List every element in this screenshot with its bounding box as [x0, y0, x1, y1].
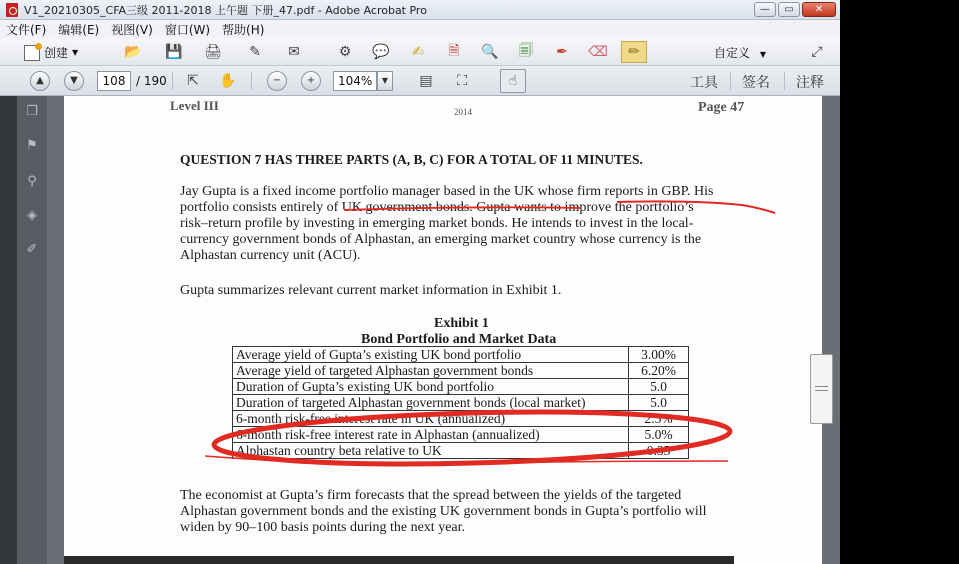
paragraph-line: risk–return profile by investing in emerging market bonds. He intends to invest in the local-	[180, 216, 694, 231]
page-header-level: Level III	[170, 98, 219, 113]
open-folder-icon[interactable]: 📂	[124, 44, 142, 60]
summary-paragraph: Gupta summarizes relevant current market information in Exhibit 1.	[180, 283, 562, 298]
paragraph-line: widen by 90–100 basis points during the next year.	[180, 520, 466, 535]
edit-document-icon[interactable]: ✎	[249, 44, 261, 60]
intro-paragraph	[180, 184, 820, 264]
table-row	[233, 443, 689, 459]
paragraph-line: currency government bonds of Alphastan, an emerging market country whose currency is the	[180, 232, 702, 247]
save-icon[interactable]: 💾	[165, 44, 183, 60]
window-title: V1_20210305_CFA三级 2011-2018 上午题 下册_47.pdf - Adobe Acrobat Pro	[24, 3, 427, 17]
paragraph-line: Alphastan currency unit (ACU).	[180, 248, 361, 263]
paragraph-line: Alphastan government bonds and the existing UK government bonds in Gupta’s portfolio will	[180, 504, 707, 519]
table-cell: 5.0%	[629, 427, 689, 443]
layers-icon[interactable]: ◈	[27, 208, 37, 223]
highlighter-pen-icon[interactable]: ✏	[621, 41, 647, 63]
zoom-level-input[interactable]: 104%	[333, 71, 377, 91]
document-delete-icon[interactable]: 🗎	[448, 43, 460, 59]
email-icon[interactable]: ✉	[288, 44, 300, 60]
signature-pen-icon[interactable]: ✐	[26, 242, 38, 257]
page-total: / 190	[136, 74, 167, 88]
chevron-down-icon: ▼	[72, 48, 79, 57]
sign-document-icon[interactable]: ✒	[556, 44, 568, 60]
table-cell: 2.5%	[629, 411, 689, 427]
menu-edit[interactable]: 编辑(E)	[58, 22, 100, 37]
chevron-down-icon: ▼	[759, 50, 766, 59]
document-search-icon[interactable]: 🔍	[481, 44, 499, 60]
table-cell: Duration of Gupta’s existing UK bond portfolio	[233, 379, 629, 395]
menu-window[interactable]: 窗口(W)	[164, 22, 211, 37]
comment-bubble-icon[interactable]: 💬	[372, 44, 390, 60]
page-header-year: 2014	[454, 107, 472, 117]
tab-comment[interactable]: 注释	[796, 75, 824, 91]
table-row	[233, 379, 689, 395]
zoom-dropdown-chevron-icon[interactable]: ▼	[377, 71, 393, 91]
table-cell: Alphastan country beta relative to UK	[233, 443, 629, 459]
table-cell: 6.20%	[629, 363, 689, 379]
menu-view[interactable]: 视图(V)	[111, 22, 153, 37]
next-page-icon[interactable]: ▼	[64, 71, 84, 91]
close-button[interactable]: ✕	[802, 2, 836, 17]
separator	[172, 72, 173, 90]
main-toolbar	[0, 38, 840, 66]
customize-dropdown[interactable]	[714, 44, 766, 61]
page-number-input[interactable]: 108	[97, 71, 131, 91]
zoom-in-icon[interactable]: +	[301, 71, 321, 91]
separator	[251, 72, 252, 90]
eraser-icon[interactable]: ⌫	[588, 44, 608, 60]
vertical-scrollbar-thumb[interactable]	[810, 354, 833, 424]
tab-sign[interactable]: 签名	[742, 75, 770, 91]
tab-tools[interactable]: 工具	[690, 75, 718, 91]
table-cell: 6-month risk-free interest rate in Alphastan (annualized)	[233, 427, 629, 443]
separator	[784, 72, 785, 90]
attachment-paperclip-icon[interactable]: ⚲	[27, 174, 37, 189]
fit-page-icon[interactable]: ▤	[419, 73, 433, 89]
bottom-overlay-bar	[64, 556, 734, 564]
table-row	[233, 395, 689, 411]
minimize-button[interactable]: —	[754, 2, 776, 17]
fit-width-icon[interactable]: ⛶	[457, 73, 467, 89]
exhibit-title: Exhibit 1	[434, 316, 489, 331]
exhibit-subtitle: Bond Portfolio and Market Data	[361, 332, 557, 347]
bookmark-icon[interactable]: ⚑	[26, 138, 38, 153]
title-bar	[0, 0, 840, 20]
pdf-app-icon	[6, 3, 18, 17]
page-header-number: Page 47	[698, 100, 745, 115]
hand-tool-icon[interactable]: ✋	[219, 73, 237, 89]
table-cell: Average yield of targeted Alphastan government bonds	[233, 363, 629, 379]
expand-icon[interactable]: ⤢	[811, 44, 823, 60]
question-heading: QUESTION 7 HAS THREE PARTS (A, B, C) FOR A TOTAL OF 11 MINUTES.	[180, 152, 643, 167]
maximize-button[interactable]: ▭	[778, 2, 800, 17]
table-row	[233, 363, 689, 379]
create-label: 创建	[44, 46, 69, 60]
print-icon[interactable]: 🖨	[204, 44, 222, 60]
paragraph-line: Jay Gupta is a fixed income portfolio manager based in the UK whose firm reports in GBP. His	[180, 184, 714, 199]
menu-help[interactable]: 帮助(H)	[222, 22, 265, 37]
pdf-page	[64, 96, 822, 564]
document-export-icon[interactable]: 🗐	[519, 43, 533, 59]
left-edge	[0, 96, 17, 564]
select-cursor-icon[interactable]: ⇱	[187, 73, 199, 89]
table-cell: 0.35	[629, 443, 689, 459]
menu-file[interactable]: 文件(F)	[6, 22, 47, 37]
table-cell: 6-month risk-free interest rate in UK (annualized)	[233, 411, 629, 427]
navigation-toolbar	[0, 66, 840, 96]
customize-label: 自定义	[714, 46, 751, 60]
paragraph-line: The economist at Gupta’s firm forecasts that the spread between the yields of the targeted	[180, 488, 682, 503]
create-icon	[24, 45, 40, 61]
zoom-out-icon[interactable]: −	[267, 71, 287, 91]
sticky-note-icon[interactable]: ✍	[412, 44, 424, 60]
read-mode-hand-icon[interactable]: ☝	[500, 69, 526, 93]
navigation-pane	[17, 96, 47, 564]
table-row	[233, 411, 689, 427]
previous-page-icon[interactable]: ▲	[30, 71, 50, 91]
paragraph-line: portfolio consists entirely of UK government bonds. Gupta wants to improve the portfolio’s	[180, 200, 694, 215]
settings-gear-icon[interactable]: ⚙	[338, 44, 352, 60]
table-cell: 5.0	[629, 379, 689, 395]
table-row	[233, 347, 689, 363]
outer-black-margin	[840, 0, 959, 564]
separator	[730, 72, 731, 90]
menu-bar	[0, 20, 840, 38]
forecast-paragraph	[180, 488, 820, 536]
create-button[interactable]	[24, 42, 78, 63]
page-thumbnails-icon[interactable]: ❐	[26, 104, 38, 119]
exhibit-table	[232, 346, 689, 459]
table-cell: Duration of targeted Alphastan government bonds (local market)	[233, 395, 629, 411]
table-cell: Average yield of Gupta’s existing UK bond portfolio	[233, 347, 629, 363]
table-cell: 3.00%	[629, 347, 689, 363]
table-cell: 5.0	[629, 395, 689, 411]
table-row	[233, 427, 689, 443]
